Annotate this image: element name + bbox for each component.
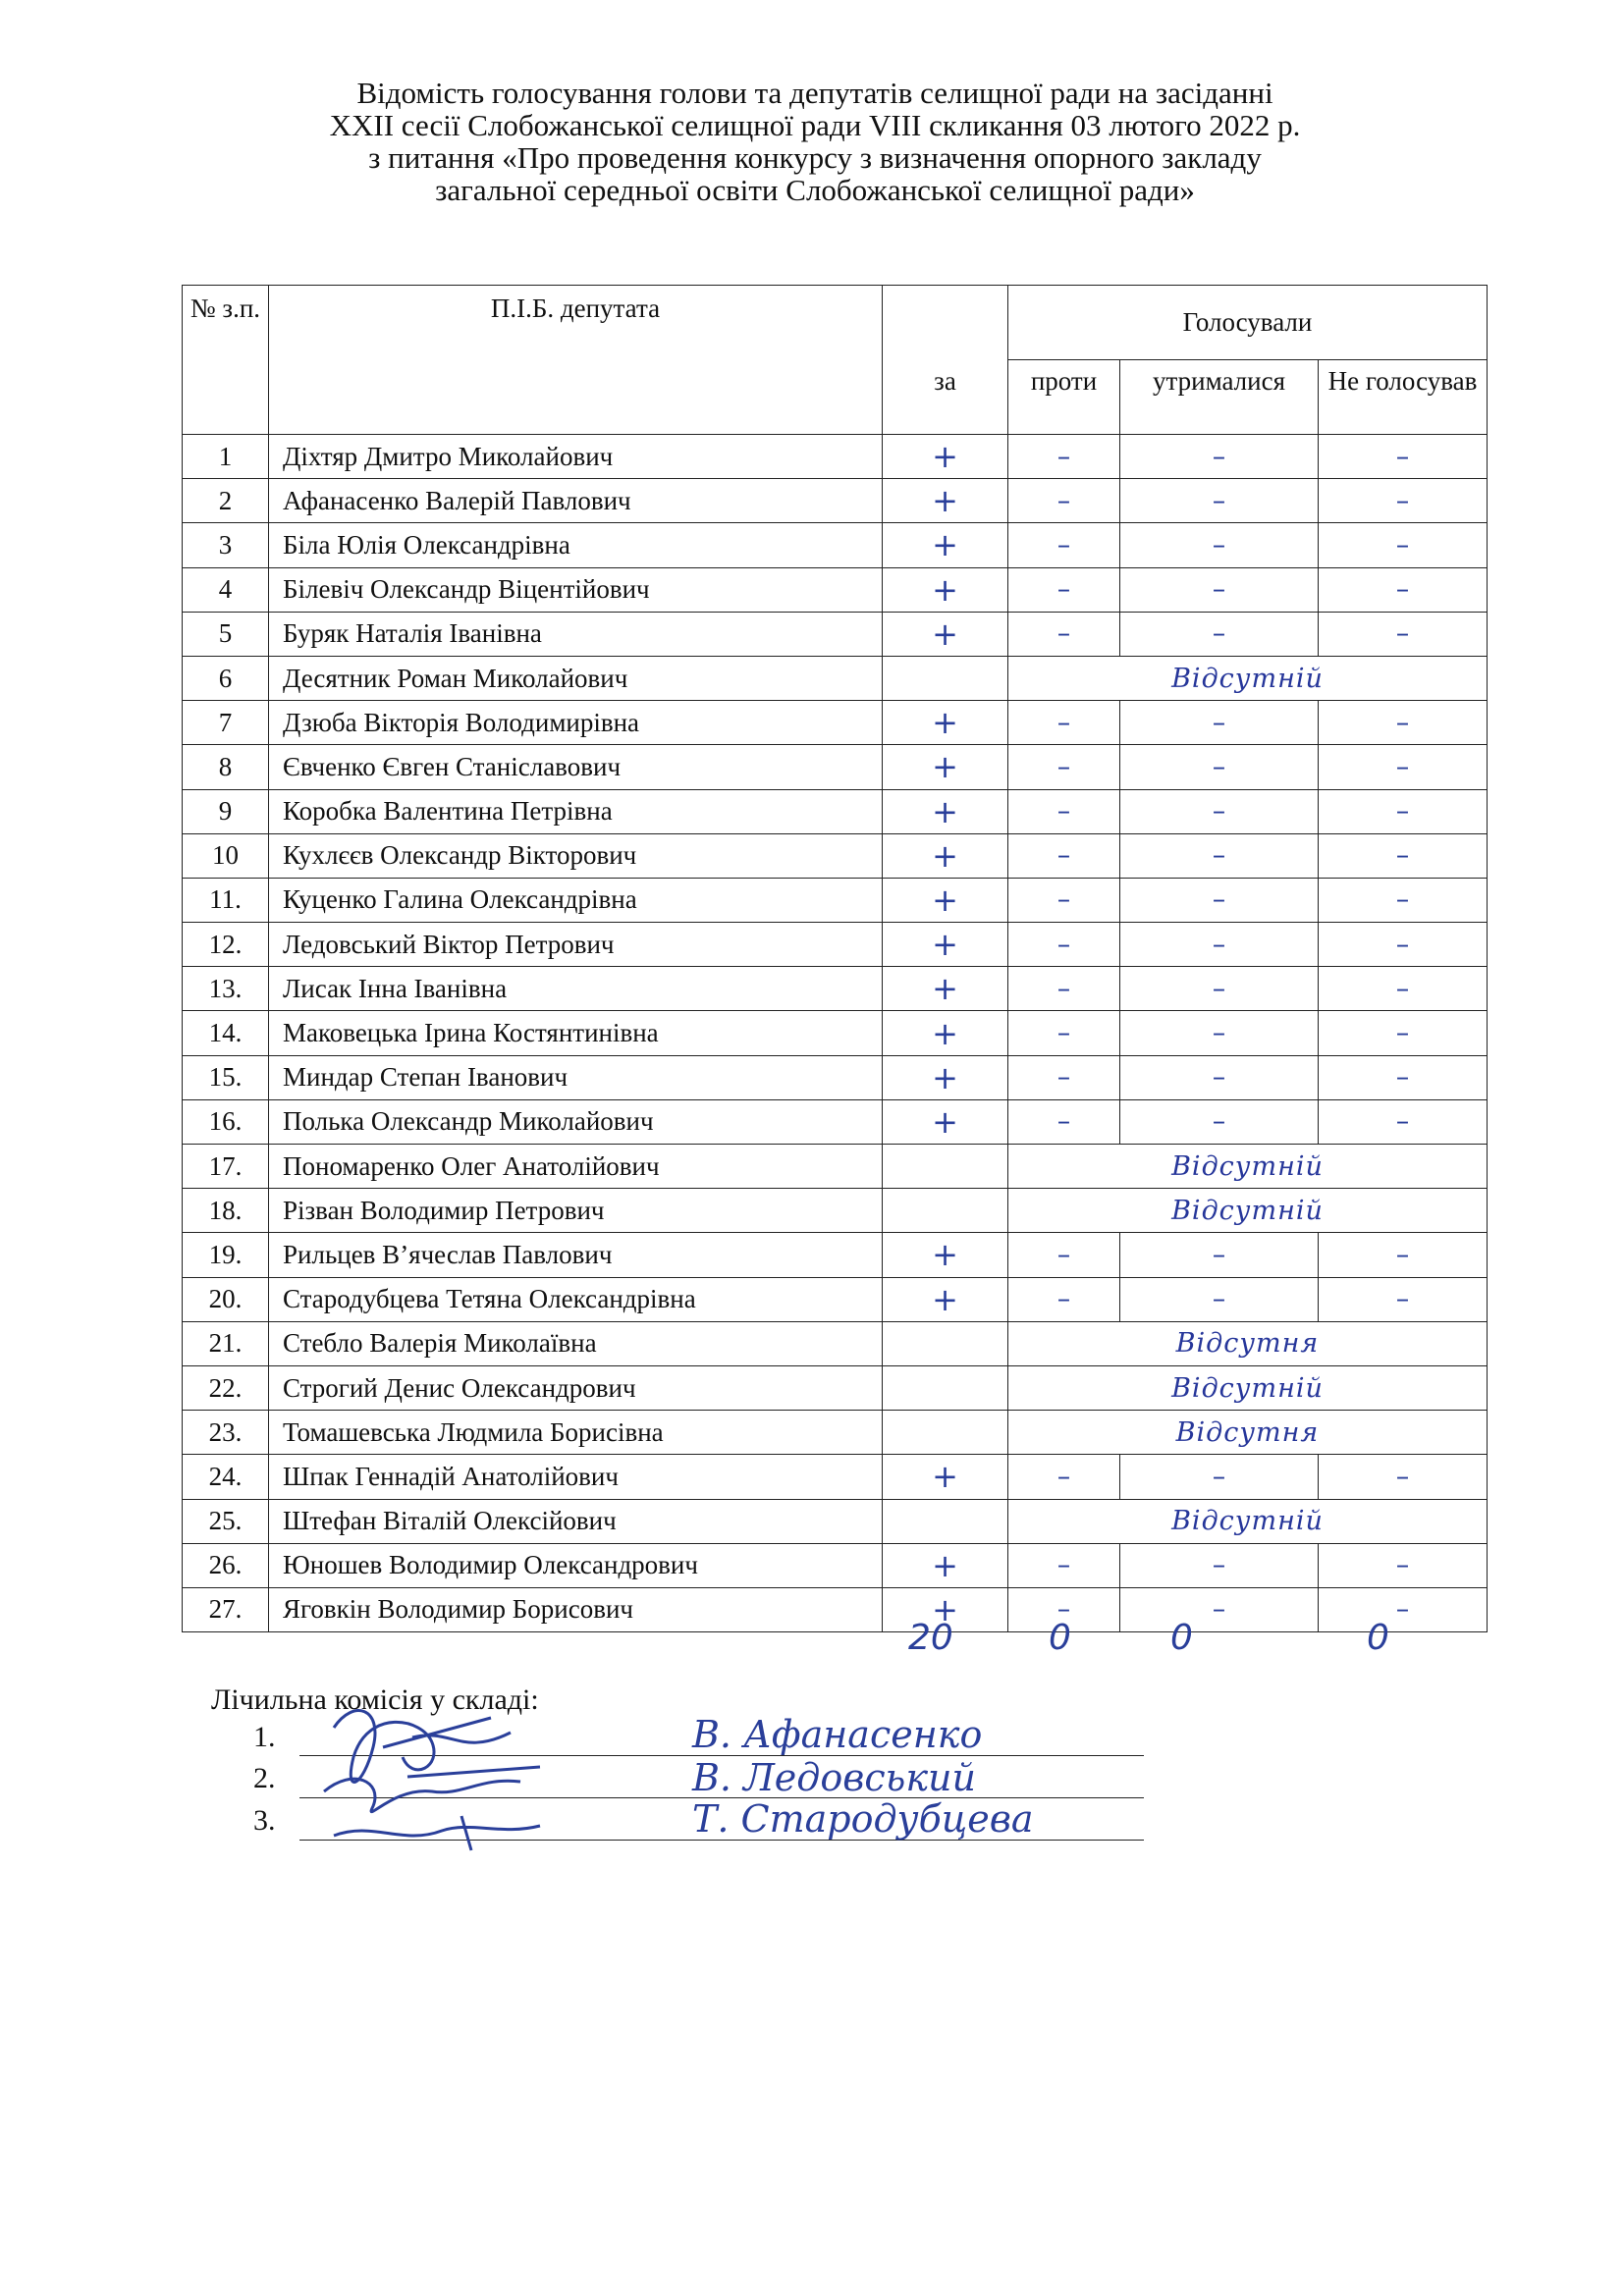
vote-notvoted: –	[1319, 1587, 1488, 1631]
table-row	[183, 789, 1488, 833]
vote-notvoted: –	[1319, 789, 1488, 833]
table-row	[183, 1455, 1488, 1499]
vote-for: +	[883, 1277, 1008, 1321]
table-row	[183, 1277, 1488, 1321]
table-row	[183, 878, 1488, 922]
vote-abstained: –	[1120, 1233, 1319, 1277]
vote-for	[883, 656, 1008, 700]
absent-note: Відсутній	[1008, 1189, 1488, 1233]
deputy-name: Дзюба Вікторія Володимирівна	[269, 701, 883, 745]
absent-note: Відсутня	[1008, 1321, 1488, 1365]
vote-for	[883, 1411, 1008, 1455]
vote-against: –	[1008, 1587, 1120, 1631]
row-number: 24.	[183, 1455, 269, 1499]
total-against: 0	[1049, 1618, 1071, 1658]
row-number: 17.	[183, 1145, 269, 1189]
row-number: 26.	[183, 1543, 269, 1587]
vote-against: –	[1008, 967, 1120, 1011]
vote-notvoted: –	[1319, 701, 1488, 745]
table-row	[183, 1099, 1488, 1144]
vote-for: +	[883, 1055, 1008, 1099]
vote-abstained: –	[1120, 1277, 1319, 1321]
vote-for: +	[883, 923, 1008, 967]
commission-num-2: 2.	[253, 1762, 276, 1794]
table-row	[183, 1055, 1488, 1099]
row-number: 15.	[183, 1055, 269, 1099]
deputy-name: Десятник Роман Миколайович	[269, 656, 883, 700]
deputy-name: Ледовський Віктор Петрович	[269, 923, 883, 967]
vote-against: –	[1008, 1055, 1120, 1099]
vote-for: +	[883, 878, 1008, 922]
table-row	[183, 1365, 1488, 1410]
vote-for: +	[883, 1099, 1008, 1144]
table-row	[183, 567, 1488, 612]
vote-abstained: –	[1120, 479, 1319, 523]
table-row	[183, 612, 1488, 656]
deputy-name: Білевіч Олександр Віцентійович	[269, 567, 883, 612]
deputy-name: Діхтяр Дмитро Миколайович	[269, 435, 883, 479]
row-number: 6	[183, 656, 269, 700]
vote-notvoted: –	[1319, 923, 1488, 967]
vote-for: +	[883, 701, 1008, 745]
vote-against: –	[1008, 1455, 1120, 1499]
table-row	[183, 1145, 1488, 1189]
deputy-name: Стародубцева Тетяна Олександрівна	[269, 1277, 883, 1321]
deputy-name: Томашевська Людмила Борисівна	[269, 1411, 883, 1455]
header-num: № з.п.	[183, 286, 269, 435]
vote-for: +	[883, 435, 1008, 479]
row-number: 4	[183, 567, 269, 612]
vote-for	[883, 1499, 1008, 1543]
absent-note: Відсутній	[1008, 1365, 1488, 1410]
deputy-name: Юношев Володимир Олександрович	[269, 1543, 883, 1587]
deputy-name: Кухлєєв Олександр Вікторович	[269, 833, 883, 878]
vote-abstained: –	[1120, 701, 1319, 745]
row-number: 14.	[183, 1011, 269, 1055]
vote-abstained: –	[1120, 967, 1319, 1011]
table-row	[183, 1499, 1488, 1543]
row-number: 3	[183, 523, 269, 567]
row-number: 9	[183, 789, 269, 833]
header-empty	[883, 286, 1008, 360]
table-row	[183, 1411, 1488, 1455]
row-number: 27.	[183, 1587, 269, 1631]
vote-for: +	[883, 479, 1008, 523]
commission-member-1: В. Афанасенко	[692, 1713, 983, 1756]
row-number: 1	[183, 435, 269, 479]
row-number: 10	[183, 833, 269, 878]
vote-notvoted: –	[1319, 435, 1488, 479]
vote-against: –	[1008, 923, 1120, 967]
vote-for: +	[883, 1587, 1008, 1631]
vote-abstained: –	[1120, 789, 1319, 833]
vote-for: +	[883, 1543, 1008, 1587]
vote-against: –	[1008, 523, 1120, 567]
header-voted: Голосували	[1008, 286, 1488, 360]
vote-notvoted: –	[1319, 1055, 1488, 1099]
vote-notvoted: –	[1319, 567, 1488, 612]
vote-against: –	[1008, 435, 1120, 479]
row-number: 23.	[183, 1411, 269, 1455]
vote-notvoted: –	[1319, 1543, 1488, 1587]
table-row	[183, 1321, 1488, 1365]
row-number: 16.	[183, 1099, 269, 1144]
row-number: 21.	[183, 1321, 269, 1365]
title-line-1: Відомість голосування голови та депутатів селищної ради на засіданні	[356, 76, 1273, 110]
vote-abstained: –	[1120, 878, 1319, 922]
vote-notvoted: –	[1319, 878, 1488, 922]
vote-abstained: –	[1120, 745, 1319, 789]
vote-against: –	[1008, 1543, 1120, 1587]
deputy-name: Стебло Валерія Миколаївна	[269, 1321, 883, 1365]
vote-for: +	[883, 745, 1008, 789]
deputy-name: Рильцев В’ячеслав Павлович	[269, 1233, 883, 1277]
deputy-name: Пономаренко Олег Анатолійович	[269, 1145, 883, 1189]
vote-for: +	[883, 1011, 1008, 1055]
deputy-name: Біла Юлія Олександрівна	[269, 523, 883, 567]
title-line-3: з питання «Про проведення конкурсу з визначення опорного закладу	[368, 140, 1262, 175]
vote-abstained: –	[1120, 612, 1319, 656]
vote-abstained: –	[1120, 1099, 1319, 1144]
vote-abstained: –	[1120, 435, 1319, 479]
vote-for: +	[883, 967, 1008, 1011]
deputy-name: Євченко Євген Станіславович	[269, 745, 883, 789]
vote-for: +	[883, 789, 1008, 833]
commission-member-2: В. Ледовський	[692, 1756, 976, 1799]
row-number: 25.	[183, 1499, 269, 1543]
table-row	[183, 967, 1488, 1011]
deputy-name: Різван Володимир Петрович	[269, 1189, 883, 1233]
title-line-2: ХХІІ сесії Слобожанської селищної ради VІІІ скликання 03 лютого 2022 р.	[329, 108, 1301, 142]
table-row	[183, 435, 1488, 479]
table-row	[183, 923, 1488, 967]
header-notvoted: Не голосував	[1319, 360, 1488, 435]
vote-notvoted: –	[1319, 833, 1488, 878]
vote-abstained: –	[1120, 833, 1319, 878]
vote-notvoted: –	[1319, 1233, 1488, 1277]
table-row	[183, 1587, 1488, 1631]
deputy-name: Коробка Валентина Петрівна	[269, 789, 883, 833]
vote-against: –	[1008, 1233, 1120, 1277]
commission-member-3: Т. Стародубцева	[692, 1797, 1034, 1841]
vote-notvoted: –	[1319, 1277, 1488, 1321]
document-title	[177, 77, 1453, 206]
table-row	[183, 1543, 1488, 1587]
absent-note: Відсутній	[1008, 656, 1488, 700]
row-number: 19.	[183, 1233, 269, 1277]
header-for: за	[883, 360, 1008, 435]
absent-note: Відсутній	[1008, 1145, 1488, 1189]
vote-abstained: –	[1120, 1543, 1319, 1587]
vote-against: –	[1008, 567, 1120, 612]
table-row	[183, 656, 1488, 700]
vote-for	[883, 1145, 1008, 1189]
vote-for	[883, 1321, 1008, 1365]
vote-for	[883, 1189, 1008, 1233]
deputy-name: Буряк Наталія Іванівна	[269, 612, 883, 656]
absent-note: Відсутній	[1008, 1499, 1488, 1543]
deputy-name: Штефан Віталій Олексійович	[269, 1499, 883, 1543]
vote-for: +	[883, 833, 1008, 878]
header-abstained: утрималися	[1120, 360, 1319, 435]
vote-abstained: –	[1120, 1455, 1319, 1499]
deputy-name: Полька Олександр Миколайович	[269, 1099, 883, 1144]
table-row	[183, 1011, 1488, 1055]
vote-against: –	[1008, 1277, 1120, 1321]
row-number: 5	[183, 612, 269, 656]
vote-abstained: –	[1120, 567, 1319, 612]
vote-against: –	[1008, 701, 1120, 745]
table-row	[183, 523, 1488, 567]
total-for: 20	[908, 1618, 953, 1658]
vote-abstained: –	[1120, 1055, 1319, 1099]
vote-against: –	[1008, 479, 1120, 523]
row-number: 20.	[183, 1277, 269, 1321]
row-number: 11.	[183, 878, 269, 922]
table-row	[183, 1189, 1488, 1233]
deputy-name: Шпак Геннадій Анатолійович	[269, 1455, 883, 1499]
deputy-name: Маковецька Ірина Костянтинівна	[269, 1011, 883, 1055]
vote-for: +	[883, 567, 1008, 612]
row-number: 22.	[183, 1365, 269, 1410]
vote-against: –	[1008, 612, 1120, 656]
handwritten-signatures	[314, 1688, 569, 1855]
table-row	[183, 479, 1488, 523]
commission-num-3: 3.	[253, 1804, 276, 1837]
deputy-name: Лисак Інна Іванівна	[269, 967, 883, 1011]
vote-abstained: –	[1120, 1011, 1319, 1055]
vote-abstained: –	[1120, 523, 1319, 567]
table-row	[183, 1233, 1488, 1277]
table-row	[183, 701, 1488, 745]
vote-against: –	[1008, 745, 1120, 789]
vote-abstained: –	[1120, 923, 1319, 967]
header-against: проти	[1008, 360, 1120, 435]
vote-abstained: –	[1120, 1587, 1319, 1631]
row-number: 2	[183, 479, 269, 523]
vote-notvoted: –	[1319, 1455, 1488, 1499]
vote-against: –	[1008, 1099, 1120, 1144]
deputy-name: Афанасенко Валерій Павлович	[269, 479, 883, 523]
total-abstained: 0	[1170, 1618, 1193, 1658]
header-name: П.І.Б. депутата	[269, 286, 883, 435]
vote-notvoted: –	[1319, 612, 1488, 656]
row-number: 18.	[183, 1189, 269, 1233]
vote-against: –	[1008, 1011, 1120, 1055]
vote-for: +	[883, 612, 1008, 656]
vote-against: –	[1008, 833, 1120, 878]
total-notvoted: 0	[1367, 1618, 1389, 1658]
voting-table	[182, 285, 1488, 1632]
vote-for	[883, 1365, 1008, 1410]
row-number: 7	[183, 701, 269, 745]
vote-against: –	[1008, 789, 1120, 833]
row-number: 13.	[183, 967, 269, 1011]
deputy-name: Куценко Галина Олександрівна	[269, 878, 883, 922]
title-line-4: загальної середньої освіти Слобожанської селищної ради»	[435, 173, 1195, 207]
vote-notvoted: –	[1319, 523, 1488, 567]
row-number: 12.	[183, 923, 269, 967]
vote-for: +	[883, 1455, 1008, 1499]
vote-against: –	[1008, 878, 1120, 922]
vote-notvoted: –	[1319, 1011, 1488, 1055]
commission-label: Лічильна комісія у складі:	[211, 1683, 539, 1716]
absent-note: Відсутня	[1008, 1411, 1488, 1455]
table-row	[183, 833, 1488, 878]
vote-notvoted: –	[1319, 479, 1488, 523]
vote-notvoted: –	[1319, 967, 1488, 1011]
vote-notvoted: –	[1319, 1099, 1488, 1144]
vote-for: +	[883, 1233, 1008, 1277]
deputy-name: Миндар Степан Іванович	[269, 1055, 883, 1099]
deputy-name: Яговкін Володимир Борисович	[269, 1587, 883, 1631]
commission-num-1: 1.	[253, 1721, 276, 1753]
vote-for: +	[883, 523, 1008, 567]
deputy-name: Строгий Денис Олександрович	[269, 1365, 883, 1410]
vote-notvoted: –	[1319, 745, 1488, 789]
table-row	[183, 745, 1488, 789]
row-number: 8	[183, 745, 269, 789]
